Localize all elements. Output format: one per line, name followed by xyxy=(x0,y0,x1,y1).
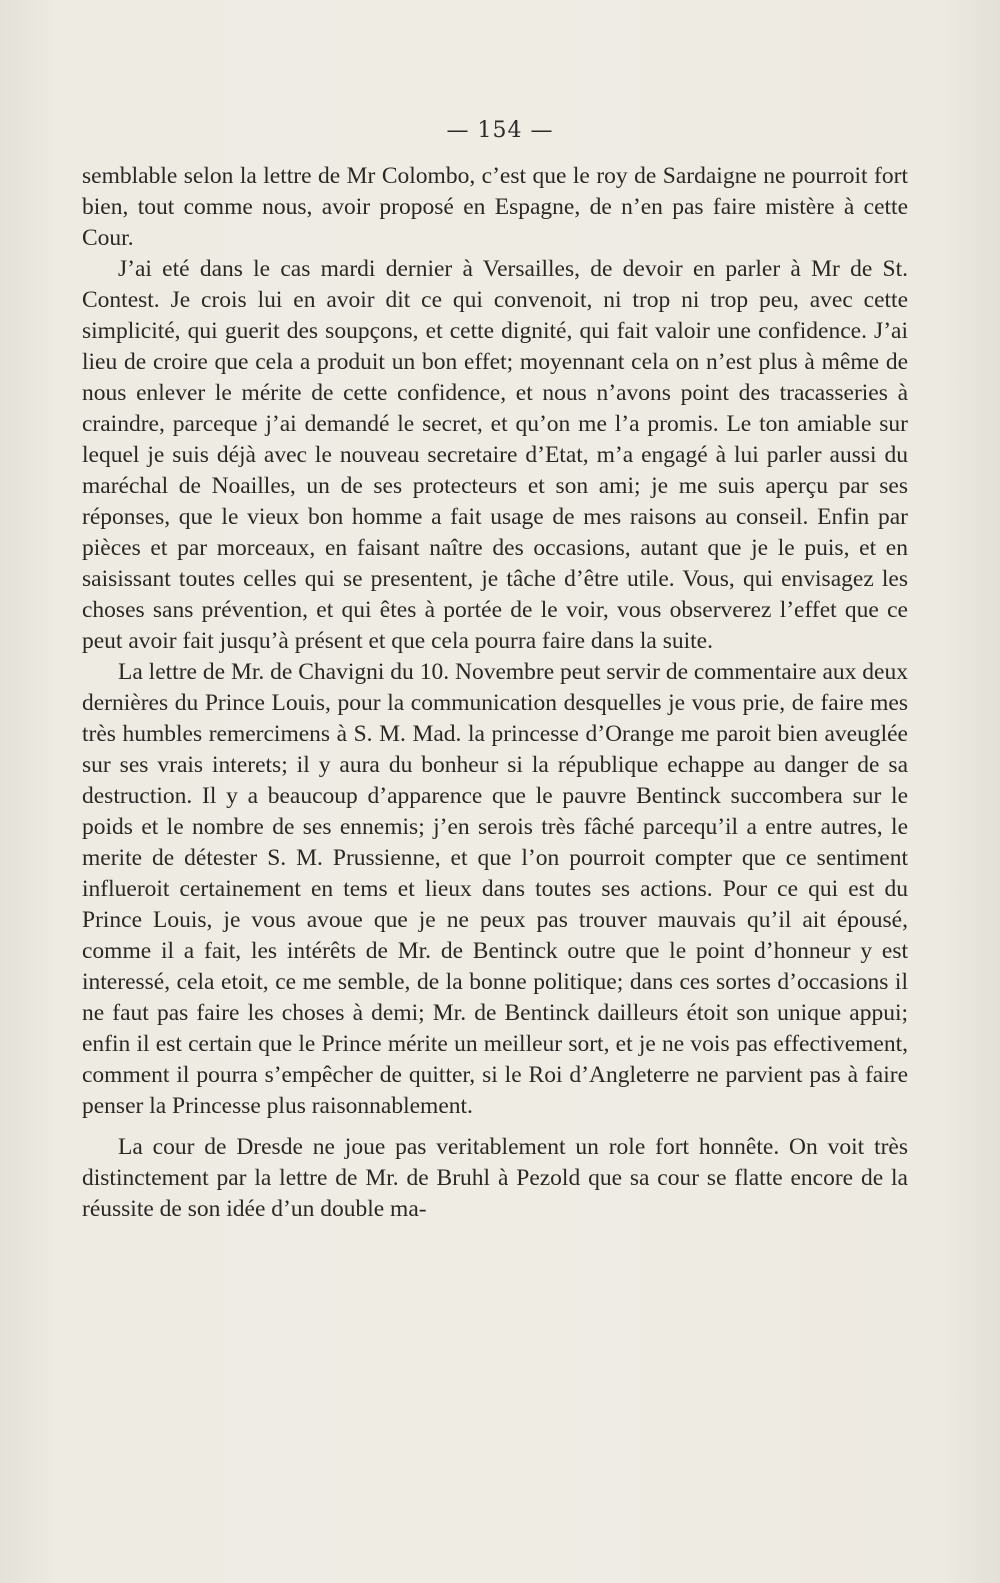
paragraph-1: semblable selon la lettre de Mr Colombo, c’est que le roy de Sardaigne ne pourroit fort bien, tout comme nous, avoir proposé en Espagne, de n’en pas faire mistère à cette Cour. xyxy=(82,163,908,251)
body-text xyxy=(82,161,908,1225)
page-number: — 154 — xyxy=(446,118,554,143)
paragraph-4: La cour de Dresde ne joue pas veritablement un role fort honnête. On voit très distinctement par la lettre de Mr. de Bruhl à Pezold que sa cour se flatte encore de la réussite de son idée d’un double ma- xyxy=(82,1134,908,1222)
paragraph-3: La lettre de Mr. de Chavigni du 10. Novembre peut servir de commentaire aux deux dernières du Prince Louis, pour la communication desquelles je vous prie, de faire mes très humbles remercimens à S. M. Mad. la princesse d’Orange me paroit bien aveuglée sur ses vrais interets; il y aura du bonheur si la république echappe au danger de sa destruction. Il y a beaucoup d’apparence que le pauvre Bentinck succombera sur le poids et le nombre de ses ennemis; j’en serois très fâché parcequ’il a entre autres, le merite de détester S. M. Prussienne, et que l’on pourroit compter que ce sentiment influeroit certainement en tems et lieux dans toutes ses actions. Pour ce qui est du Prince Louis, je vous avoue que je ne peux pas trouver mauvais qu’il ait épousé, comme il a fait, les intérêts de Mr. de Bentinck outre que le point d’honneur y est interessé, cela etoit, ce me semble, de la bonne politique; dans ces sortes d’occasions il ne faut pas faire les choses à demi; Mr. de Bentinck dailleurs étoit son unique appui; enfin il est certain que le Prince mérite un meilleur sort, et je ne vois pas effectivement, comment il pourra s’empêcher de quitter, si le Roi d’Angleterre ne parvient pas à faire penser la Princesse plus raisonnablement. xyxy=(82,659,908,1119)
paragraph-2: J’ai eté dans le cas mardi dernier à Versailles, de devoir en parler à Mr de St. Contest. Je crois lui en avoir dit ce qui convenoit, ni trop ni trop peu, avec cette simplicité, qui guerit des soupçons, et cette dignité, qui fait valoir une confidence. J’ai lieu de croire que cela a produit un bon effet; moyennant cela on n’est plus à même de nous enlever le mérite de cette confidence, et nous n’avons point des tracasseries à craindre, parceque j’ai demandé le secret, et qu’on me l’a promis. Le ton amiable sur lequel je suis déjà avec le nouveau secretaire d’Etat, m’a engagé à lui parler aussi du maréchal de Noailles, un de ses protecteurs et son ami; je me suis aperçu par ses réponses, que le vieux bon homme a fait usage de mes raisons au conseil. Enfin par pièces et par morceaux, en faisant naître des occasions, autant que je le puis, et en saisissant toutes celles qui se presentent, je tâche d’être utile. Vous, qui envisagez les choses sans prévention, et qui êtes à portée de le voir, vous observerez l’effet que ce peut avoir fait jusqu’à présent et que cela pourra faire dans la suite. xyxy=(82,256,908,654)
